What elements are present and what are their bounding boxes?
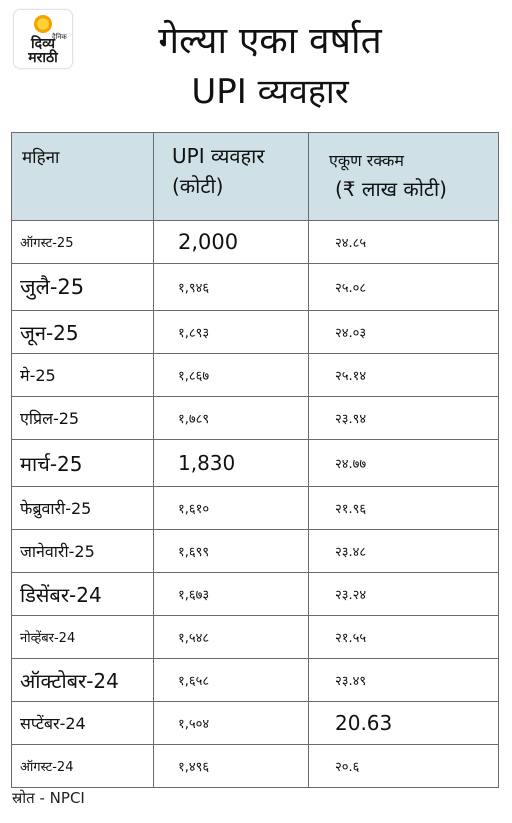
logo-line-1: दिव्य (31, 36, 55, 52)
month-cell: डिसेंबर-24 (12, 573, 154, 616)
month-cell: मे-25 (12, 354, 154, 397)
table-row (12, 311, 499, 354)
table-row (12, 354, 499, 397)
table-row (12, 659, 499, 702)
page-subtitle: UPI व्यवहार (191, 72, 349, 112)
amount-header-line-2: (₹ लाख कोटी) (335, 177, 447, 201)
upi-cell: १,६५८ (154, 659, 309, 702)
table-row (12, 487, 499, 530)
table-row (12, 440, 499, 487)
amount-cell: २१.५५ (309, 616, 499, 659)
page-title: गेल्या एका वर्षात (158, 19, 382, 62)
amount-cell: २३.९४ (309, 397, 499, 440)
table-row (12, 745, 499, 788)
logo-line-2: मराठी (28, 50, 58, 66)
month-cell: जानेवारी-25 (12, 530, 154, 573)
logo-tag: दैनिक (52, 33, 67, 41)
amount-cell: २४.७७ (309, 440, 499, 487)
sun-icon (34, 15, 52, 33)
upi-cell: 2,000 (154, 221, 309, 264)
amount-cell: २३.४८ (309, 530, 499, 573)
upi-header-line-2: (कोटी) (172, 174, 224, 198)
month-cell: मार्च-25 (12, 440, 154, 487)
upi-cell: १,८९३ (154, 311, 309, 354)
upi-cell: १,९४६ (154, 264, 309, 311)
source-note: स्रोत - NPCI (12, 789, 85, 807)
upi-cell: १,५०४ (154, 702, 309, 745)
table-row (12, 221, 499, 264)
amount-cell: २५.१४ (309, 354, 499, 397)
upi-header (154, 133, 309, 221)
month-cell: जुलै-25 (12, 264, 154, 311)
amount-cell: 20.63 (309, 702, 499, 745)
amount-cell: २४.०३ (309, 311, 499, 354)
table-row (12, 573, 499, 616)
month-header: महिना (12, 133, 154, 221)
amount-cell: २३.४९ (309, 659, 499, 702)
amount-cell: २१.९६ (309, 487, 499, 530)
table-row (12, 616, 499, 659)
upi-cell: १,७८९ (154, 397, 309, 440)
amount-header (309, 133, 499, 221)
month-cell: सप्टेंबर-24 (12, 702, 154, 745)
upi-cell: १,६९९ (154, 530, 309, 573)
upi-cell: १,४९६ (154, 745, 309, 788)
amount-cell: २३.२४ (309, 573, 499, 616)
month-cell: एप्रिल-25 (12, 397, 154, 440)
divya-marathi-logo (14, 10, 72, 68)
upi-cell: १,८६७ (154, 354, 309, 397)
amount-cell: २४.८५ (309, 221, 499, 264)
table-row (12, 264, 499, 311)
table-row (12, 530, 499, 573)
upi-cell: १,५४८ (154, 616, 309, 659)
table-row (12, 702, 499, 745)
month-cell: ऑक्टोबर-24 (12, 659, 154, 702)
upi-transactions-table (11, 132, 499, 788)
month-cell: जून-25 (12, 311, 154, 354)
amount-header-line-1: एकूण रक्कम (329, 151, 404, 170)
upi-header-line-1: UPI व्यवहार (172, 144, 265, 168)
table-row (12, 397, 499, 440)
month-cell: ऑगस्ट-25 (12, 221, 154, 264)
amount-cell: २५.०८ (309, 264, 499, 311)
upi-cell: 1,830 (154, 440, 309, 487)
upi-cell: १,६७३ (154, 573, 309, 616)
table-header-row (12, 133, 499, 221)
amount-cell: २०.६ (309, 745, 499, 788)
month-cell: नोव्हेंबर-24 (12, 616, 154, 659)
upi-cell: १,६१० (154, 487, 309, 530)
month-cell: फेब्रुवारी-25 (12, 487, 154, 530)
month-cell: ऑगस्ट-24 (12, 745, 154, 788)
